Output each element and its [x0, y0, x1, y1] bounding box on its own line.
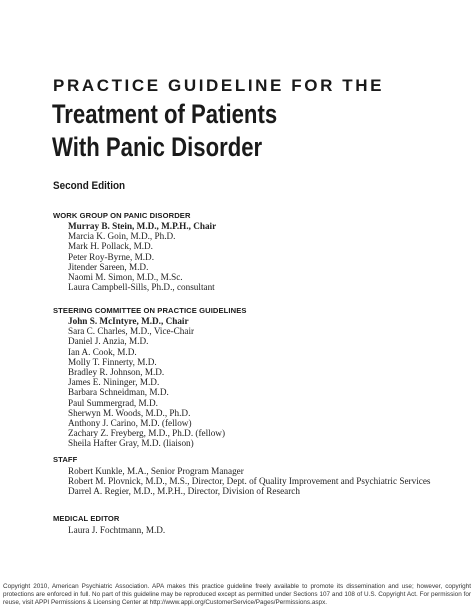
copyright-notice: Copyright 2010, American Psychiatric Association. APA makes this practice guideline freely available to promote its dissemination and use; however, copyright protections are enforced in full. No part of this guideline may be reproduced except as permitted under Sections 107 and 108 of U.S. Copyright Act. For permission for reuse, visit APPI Permissions & Licensing Center at http://www.appi.org/CustomerService/Pages/Permissions.aspx. [3, 583, 471, 606]
list-item: Darrel A. Regier, M.D., M.P.H., Director, Division of Research [68, 486, 300, 497]
title-line-1: Treatment of Patients [52, 99, 278, 129]
list-item: Bradley R. Johnson, M.D. [68, 367, 165, 378]
list-item: Naomi M. Simon, M.D., M.Sc. [68, 272, 183, 283]
list-item: Mark H. Pollack, M.D. [68, 241, 153, 252]
list-item: Sheila Hafter Gray, M.D. (liaison) [68, 438, 194, 449]
list-item: Sara C. Charles, M.D., Vice-Chair [68, 326, 195, 337]
list-item: Peter Roy-Byrne, M.D. [68, 251, 154, 262]
list-item: Robert M. Plovnick, M.D., M.S., Director, Dept. of Quality Improvement and Psychiatric Services [68, 476, 431, 487]
list-item: Robert Kunkle, M.A., Senior Program Manager [68, 466, 244, 476]
list-item: Laura Campbell-Sills, Ph.D., consultant [68, 282, 215, 293]
list-item: Barbara Schneidman, M.D. [68, 387, 169, 398]
staff-list [68, 466, 430, 497]
list-item: Molly T. Finnerty, M.D. [68, 356, 157, 367]
guideline-kicker: PRACTICE GUIDELINE FOR THE [53, 76, 385, 95]
steering-committee-heading: STEERING COMMITTEE ON PRACTICE GUIDELINES [53, 306, 247, 315]
list-item: Marcia K. Goin, M.D., Ph.D. [68, 231, 176, 242]
list-item: Zachary Z. Freyberg, M.D., Ph.D. (fellow) [68, 428, 225, 439]
list-item: Daniel J. Anzia, M.D. [68, 336, 149, 347]
document-title [52, 98, 277, 164]
list-item: Paul Summergrad, M.D. [68, 397, 158, 408]
list-item: Laura J. Fochtmann, M.D. [68, 525, 166, 535]
list-item: Murray B. Stein, M.D., M.P.H., Chair [68, 221, 217, 231]
edition-label: Second Edition [53, 180, 126, 192]
work-group-list [68, 221, 216, 292]
list-item: Jitender Sareen, M.D. [68, 261, 149, 272]
medical-editor-list [68, 525, 165, 535]
steering-committee-list [68, 316, 225, 449]
list-item: James E. Nininger, M.D. [68, 377, 160, 388]
staff-heading: STAFF [53, 455, 78, 464]
list-item: John S. McIntyre, M.D., Chair [68, 316, 189, 326]
list-item: Ian A. Cook, M.D. [68, 346, 137, 357]
work-group-heading: WORK GROUP ON PANIC DISORDER [53, 211, 191, 220]
list-item: Anthony J. Carino, M.D. (fellow) [68, 418, 192, 429]
medical-editor-heading: MEDICAL EDITOR [53, 514, 120, 523]
list-item: Sherwyn M. Woods, M.D., Ph.D. [68, 407, 191, 418]
title-line-2: With Panic Disorder [52, 132, 263, 162]
